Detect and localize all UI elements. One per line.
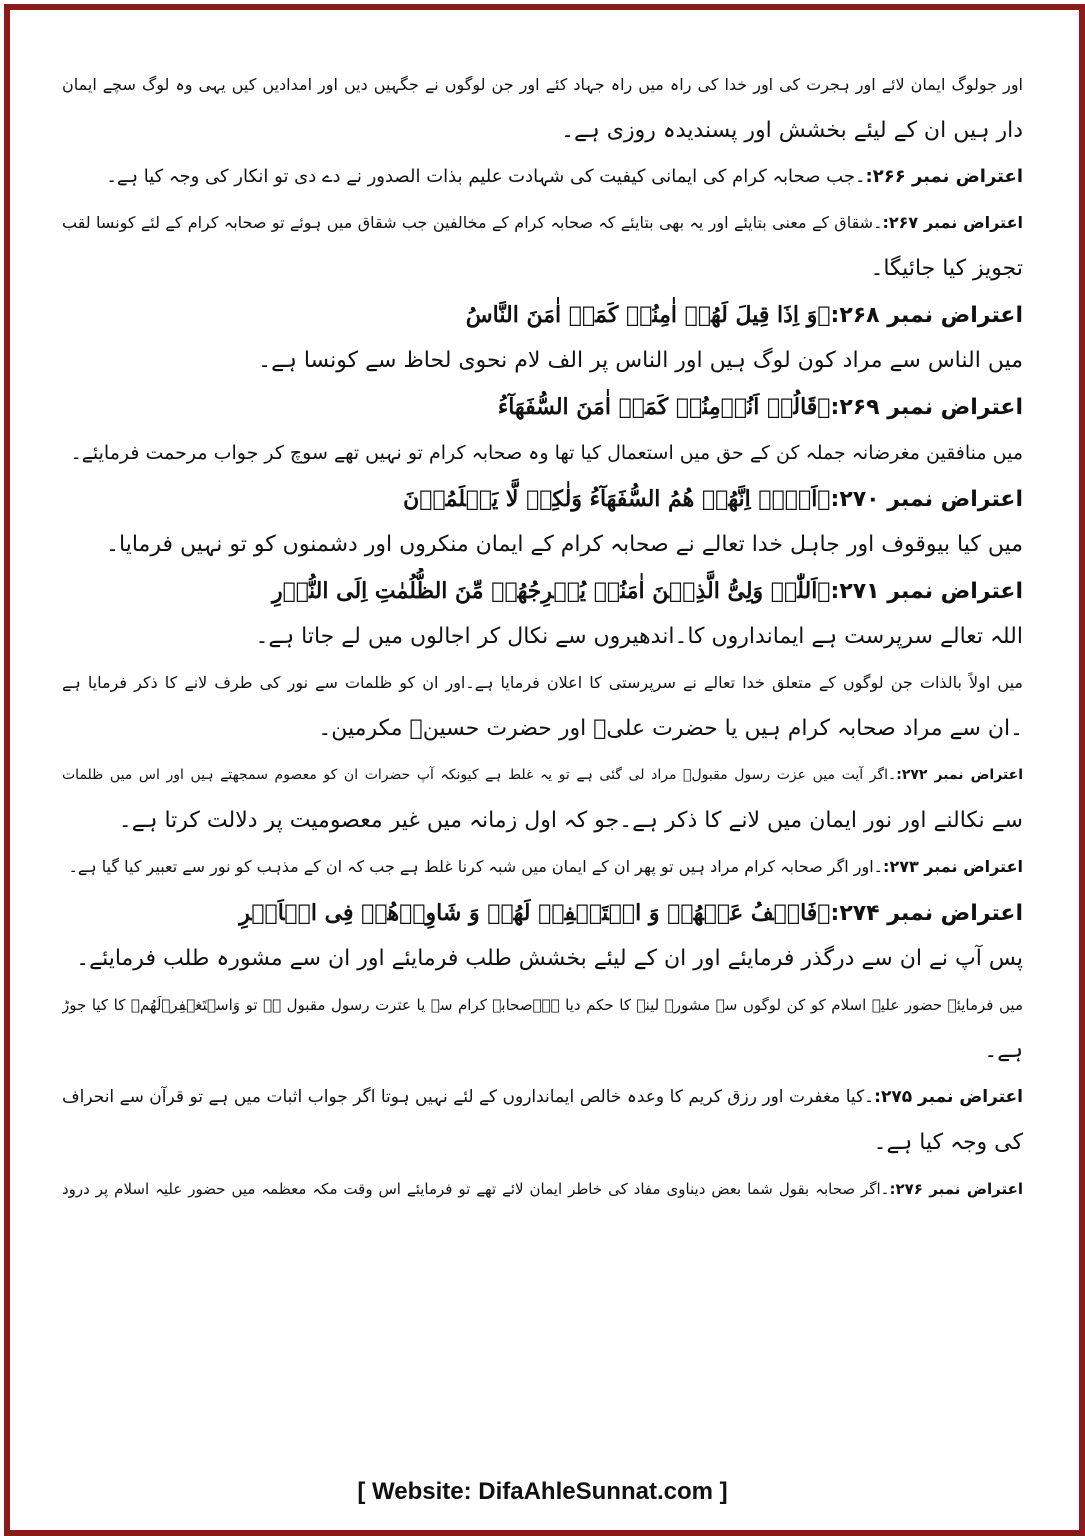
text-line [62, 108, 1023, 154]
objection-line [62, 476, 1023, 522]
objection-line [62, 890, 1023, 936]
line-text: اللہ تعالے سرپرست ہے ایمانداروں کا۔اندھیروں سے نکال کر اجالوں میں لے جاتا ہے۔ [255, 624, 1023, 649]
line-text: ۔اور اگر صحابہ کرام مراد ہیں تو پھر ان کے ایمان میں شبہ کرنا غلط ہے جب کہ ان کے مذہب کو نور سے تعبیر کیا گیا ہے۔ [68, 857, 884, 876]
objection-line [62, 1074, 1023, 1120]
objection-label: اعتراض نمبر ۲۶۶: [865, 166, 1023, 187]
objection-label: اعتراض نمبر ۲۷۲: [896, 767, 1023, 783]
text-line [62, 1120, 1023, 1166]
text-line [62, 982, 1023, 1028]
line-text: ۔کیا مغفرت اور رزق کریم کا وعدہ خالص ایمانداروں کے لئے نہیں ہوتا اگر جواب اثبات میں ہے تو قرآن سے انحراف [62, 1087, 875, 1107]
text-line [62, 706, 1023, 752]
line-text: پس آپ نے ان سے درگذر فرمایئے اور ان کے لیئے بخشش طلب فرمایئے اور ان سے مشورہ طلب فرمایئے۔ [76, 946, 1023, 971]
line-text: ۔شقاق کے معنی بتایئے اور یہ بھی بتایئے کہ صحابہ کرام کے مخالفین جب شقاق میں ہوئے تو صحابہ کرام کے لئے کونسا لقب [62, 213, 883, 232]
objection-label: اعتراض نمبر ۲۷۶: [889, 1180, 1023, 1198]
line-text: میں منافقین مغرضانہ جملہ کن کے حق میں استعمال کیا تھا وہ صحابہ کرام تو نہیں تھے سوچ کر جواب مرحمت فرمایئے۔ [70, 442, 1023, 464]
objection-label: اعتراض نمبر ۲۷۴: [830, 901, 1023, 926]
line-text: سے نکالنے اور نور ایمان میں لانے کا ذکر ہے۔جو کہ اول زمانہ میں غیر معصومیت پر دلالت کرتا ہے۔ [118, 808, 1023, 833]
line-text: ۔جب صحابہ کرام کی ایمانی کیفیت کی شہادت علیم بذات الصدور نے دے دی تو انکار کی وجہ کیا ہے۔ [106, 166, 866, 187]
text-line [62, 246, 1023, 292]
quran-verse: ۔اَللّٰہُ وَلِیُّ الَّذِیۡنَ اٰمَنُوۡ یُخۡرِجُھُمۡ مِّنَ الظُّلُمٰتِ اِلَی النُّوۡرِ [271, 578, 831, 604]
line-text: میں اولاً بالذات جن لوگوں کے متعلق خدا تعالے نے سرپرستی کا اعلان فرمایا ہے۔اور ان کو ظلمات سے نور کی طرف لانے کا ذکر فرمایا ہے [62, 673, 1023, 692]
text-line [62, 614, 1023, 660]
objection-label: اعتراض نمبر ۲۶۷: [882, 213, 1023, 232]
line-text: کی وجہ کیا ہے۔ [873, 1130, 1023, 1155]
objection-label: اعتراض نمبر ۲۷۰: [830, 487, 1023, 512]
text-line [62, 1028, 1023, 1074]
line-text: میں کیا بیوقوف اور جاہل خدا تعالے نے صحابہ کرام کے ایمان منکروں اور دشمنوں کو تو نہیں فرمایا۔ [106, 532, 1023, 557]
objection-label: اعتراض نمبر ۲۶۹: [830, 395, 1023, 420]
text-line [62, 430, 1023, 476]
objection-line [62, 752, 1023, 798]
objection-line [62, 292, 1023, 338]
line-text: تجویز کیا جائیگا۔ [870, 256, 1023, 281]
line-text: ۔اگر صحابہ بقول شما بعض دیناوی مفاد کی خاطر ایمان لائے تھے تو فرمایئے اس وقت مکہ معظمہ میں حضور علیہ اسلام پر درود [62, 1180, 890, 1198]
objection-line [62, 200, 1023, 246]
objection-line [62, 1166, 1023, 1212]
text-line [62, 798, 1023, 844]
text-line [62, 338, 1023, 384]
quran-verse: ۔اَلَاۤ اِنَّھُمۡ ھُمُ السُّفَھَآءُ وَلٰکِنۡ لَّا یَعۡلَمُوۡنَ [403, 486, 831, 512]
line-text: اور جولوگ ایمان لائے اور ہجرت کی اور خدا کی راہ میں راہ جہاد کئے اور جن لوگوں نے جگہیں دیں اور امدادیں کیں یہی وہ لوگ سچے ایمان [62, 75, 1023, 94]
line-text: ۔ان سے مراد صحابہ کرام ہیں یا حضرت علیؓ اور حضرت حسینؓ مکرمین۔ [318, 716, 1023, 741]
website-link[interactable]: [ Website: DifaAhleSunnat.com ] [357, 1478, 728, 1505]
text-line [62, 62, 1023, 108]
text-line [62, 660, 1023, 706]
line-text: میں فرمایئے حضور علیہ اسلام کو کن لوگوں سے مشورہ لینے کا حکم دیا ہے۔صحابہ کرام سے یا عترت رسول مقبول ہے تو وَاسۡتَغۡفِرۡلَھُمۡ کا کیا جوڑ [62, 996, 1023, 1014]
line-text: ۔اگر آیت میں عزت رسول مقبولؐ مراد لی گئی ہے تو یہ غلط ہے کیونکہ آپ حضرات ان کو معصوم سمجھتے ہیں اور اس میں ظلمات [62, 767, 897, 783]
objection-line [62, 384, 1023, 430]
line-text: دار ہیں ان کے لیئے بخشش اور پسندیدہ روزی ہے۔ [561, 118, 1023, 143]
objection-label: اعتراض نمبر ۲۶۸: [830, 303, 1023, 328]
quran-verse: ۔فَاعۡفُ عَنۡھُمۡ وَ اسۡتَغۡفِرۡ لَھُمۡ وَ شَاوِرۡھُمۡ فِی الۡاَمۡرِ [239, 900, 831, 926]
objection-label: اعتراض نمبر ۲۷۵: [874, 1087, 1023, 1107]
objection-line [62, 844, 1023, 890]
document-body [62, 62, 1023, 1212]
objection-label: اعتراض نمبر ۲۷۳: [883, 857, 1023, 876]
text-line [62, 522, 1023, 568]
quran-verse: ۔وَ اِذَا قِیلَ لَھُمۡ اٰمِنُوۡ کَمَاۤ اٰمَنَ النَّاسُ [465, 302, 831, 328]
line-text: ہے۔ [984, 1038, 1023, 1063]
objection-line [62, 154, 1023, 200]
objection-label: اعتراض نمبر ۲۷۱: [830, 579, 1023, 604]
quran-verse: ۔قَالُوۡ اَنُؤۡمِنُوۡ کَمَاۤ اٰمَنَ السُّفَھَآءُ [497, 394, 831, 420]
objection-line [62, 568, 1023, 614]
website-footer [0, 1478, 1085, 1506]
line-text: میں الناس سے مراد کون لوگ ہیں اور الناس پر الف لام نحوی لحاظ سے کونسا ہے۔ [258, 348, 1023, 373]
text-line [62, 936, 1023, 982]
